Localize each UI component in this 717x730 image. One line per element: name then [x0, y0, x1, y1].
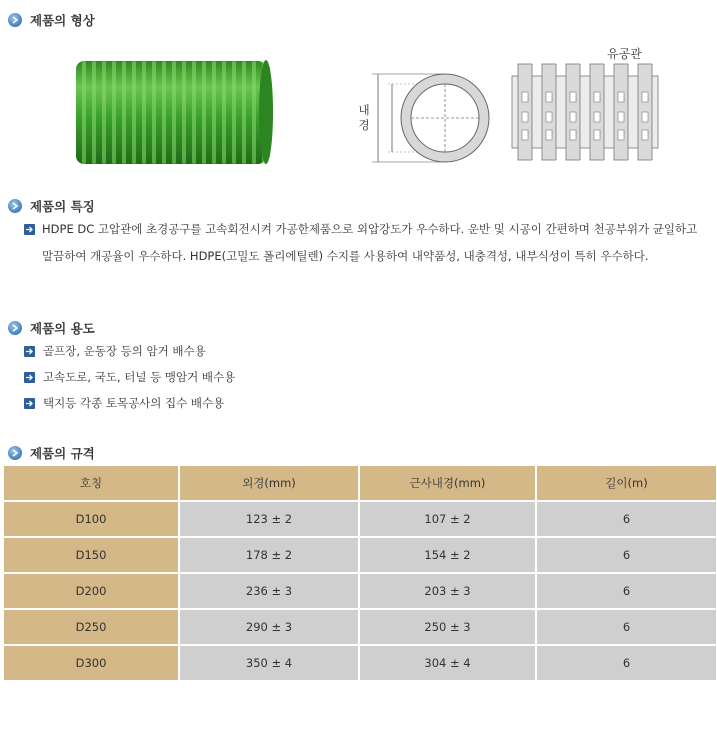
- table-row: [4, 646, 716, 680]
- green-pipe-image: [70, 55, 275, 170]
- table-row: [4, 574, 716, 608]
- section-title: 제품의 용도: [30, 321, 95, 336]
- table-cell: 6: [537, 502, 716, 536]
- table-cell: D300: [4, 646, 178, 680]
- cross-section-diagram: [350, 62, 500, 172]
- table-cell: 236 ± 3: [180, 574, 358, 608]
- table-row: [4, 502, 716, 536]
- table-cell: D200: [4, 574, 178, 608]
- use-item-label: 고속도로, 국도, 터널 등 맹암거 배수용: [43, 370, 236, 384]
- column-header: 외경(mm): [180, 466, 358, 500]
- table-cell: D150: [4, 538, 178, 572]
- arrow-right-icon: [24, 372, 35, 383]
- section-features-heading: [8, 197, 95, 215]
- table-cell: 123 ± 2: [180, 502, 358, 536]
- table-cell: 6: [537, 610, 716, 644]
- table-cell: 154 ± 2: [360, 538, 535, 572]
- chevron-right-icon: [8, 199, 22, 213]
- arrow-right-icon: [24, 346, 35, 357]
- table-cell: 6: [537, 538, 716, 572]
- section-title: 제품의 형상: [30, 13, 95, 28]
- section-uses-heading: [8, 319, 95, 337]
- table-cell: D100: [4, 502, 178, 536]
- table-cell: 6: [537, 574, 716, 608]
- table-cell: 304 ± 4: [360, 646, 535, 680]
- perforated-pipe-image: [510, 62, 660, 162]
- column-header: 근사내경(mm): [360, 466, 535, 500]
- list-item: [24, 343, 206, 359]
- section-title: 제품의 규격: [30, 446, 95, 461]
- features-text: HDPE DC 고압관에 초경공구를 고속회전시켜 가공한제품으로 외압강도가 우수하다. 운반 및 시공이 간편하며 천공부위가 균일하고 말끔하여 개공율이 우수하다. HDPE(고밀도 폴리에틸렌) 수지를 사용하여 내약품성, 내충격성, 내부식성이 특히 우수하다.: [42, 222, 698, 263]
- column-header: 호칭: [4, 466, 178, 500]
- chevron-right-icon: [8, 13, 22, 27]
- arrow-right-icon: [24, 398, 35, 409]
- chevron-right-icon: [8, 446, 22, 460]
- table-cell: 203 ± 3: [360, 574, 535, 608]
- table-cell: 350 ± 4: [180, 646, 358, 680]
- spec-table: [2, 464, 717, 682]
- table-row: [4, 538, 716, 572]
- column-header: 길이(m): [537, 466, 716, 500]
- table-cell: D250: [4, 610, 178, 644]
- section-title: 제품의 특징: [30, 199, 95, 214]
- use-item-label: 택지등 각종 토목공사의 집수 배수용: [43, 396, 225, 410]
- section-shape-heading: [8, 11, 95, 29]
- table-cell: 178 ± 2: [180, 538, 358, 572]
- list-item: [24, 395, 224, 411]
- table-cell: 250 ± 3: [360, 610, 535, 644]
- arrow-right-icon: [24, 224, 35, 235]
- use-item-label: 골프장, 운동장 등의 암거 배수용: [43, 344, 206, 358]
- chevron-right-icon: [8, 321, 22, 335]
- list-item: [24, 369, 235, 385]
- table-header-row: [4, 466, 716, 500]
- table-cell: 6: [537, 646, 716, 680]
- table-cell: 290 ± 3: [180, 610, 358, 644]
- diagram-label-inner: 내경: [358, 103, 370, 132]
- features-paragraph: [24, 216, 704, 270]
- table-row: [4, 610, 716, 644]
- section-spec-heading: [8, 444, 95, 462]
- table-cell: 107 ± 2: [360, 502, 535, 536]
- perforated-pipe-label: 유공관: [607, 47, 642, 61]
